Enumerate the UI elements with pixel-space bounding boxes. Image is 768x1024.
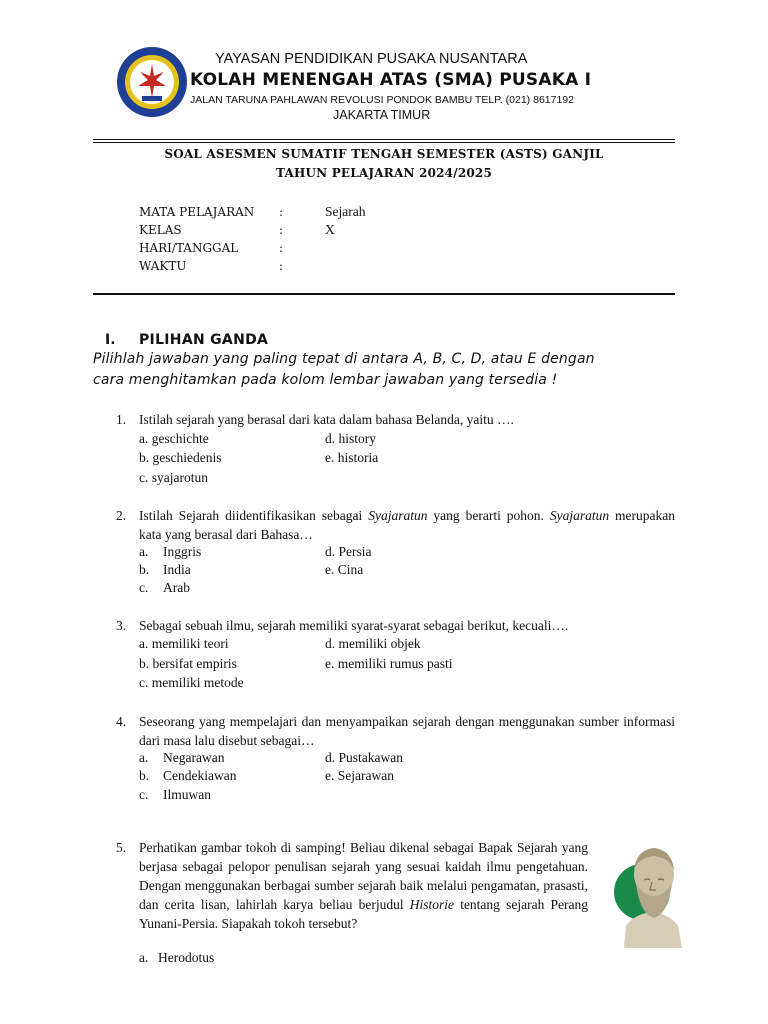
exam-title: SOAL ASESMEN SUMATIF TENGAH SEMESTER (ASTS) GANJIL — [164, 147, 604, 161]
option-c[interactable]: c. syajarotun — [139, 470, 208, 485]
info-colon: : — [279, 223, 284, 237]
option-c[interactable]: Ilmuwan — [163, 787, 211, 802]
option-a[interactable]: Inggris — [163, 544, 202, 559]
option-a-letter: a. — [139, 750, 149, 765]
option-e[interactable]: e. memiliki rumus pasti — [325, 656, 453, 671]
question-text — [139, 838, 588, 933]
text-part: Istilah Sejarah diidentifikasikan sebagai — [139, 508, 369, 523]
option-a[interactable]: Negarawan — [163, 750, 225, 765]
info-key: KELAS — [139, 223, 182, 237]
question-number: 3. — [116, 618, 127, 633]
info-colon: : — [279, 259, 284, 273]
school-address: JALAN TARUNA PAHLAWAN REVOLUSI PONDOK BAMBU TELP. (021) 8617192 — [190, 94, 574, 106]
school-logo — [116, 46, 188, 118]
header-rule-top — [93, 139, 675, 140]
instruction-line-2: cara menghitamkan pada kolom lembar jawaban yang tersedia ! — [93, 372, 558, 388]
option-a[interactable]: Herodotus — [158, 950, 215, 965]
option-d[interactable]: d. history — [325, 431, 377, 446]
info-colon: : — [279, 241, 284, 255]
option-b-letter: b. — [139, 562, 150, 577]
question-3 — [0, 616, 768, 696]
option-b[interactable]: b. bersifat empiris — [139, 656, 237, 671]
info-value: X — [325, 222, 335, 237]
option-c[interactable]: Arab — [163, 580, 190, 595]
text-italic: Syajaratun — [549, 508, 610, 523]
section-title: PILIHAN GANDA — [139, 332, 269, 348]
question-2 — [0, 506, 768, 600]
option-e[interactable]: e. historia — [325, 450, 379, 465]
option-d[interactable]: d. Persia — [325, 544, 372, 559]
option-c-letter: c. — [139, 580, 149, 595]
text-part: tentang sejarah Perang Yunani-Persia. Siapakah tokoh tersebut? — [139, 897, 588, 931]
question-text: Seseorang yang mempelajari dan menyampaikan sejarah dengan menggunakan sumber informasi dari masa lalu disebut sebagai… — [139, 714, 675, 748]
info-colon: : — [279, 205, 284, 219]
header-rule-bottom — [93, 142, 675, 143]
option-b[interactable]: India — [163, 562, 191, 577]
question-text: Istilah sejarah yang berasal dari kata dalam bahasa Belanda, yaitu …. — [139, 412, 514, 427]
text-part: yang berarti pohon. — [427, 508, 550, 523]
text-part: merupakan kata yang berasal dari Bahasa… — [139, 508, 676, 542]
option-a[interactable]: a. memiliki teori — [139, 636, 229, 651]
option-a-letter: a. — [139, 950, 149, 965]
info-key: WAKTU — [139, 259, 187, 273]
text-italic: Syajaratun — [368, 508, 428, 523]
option-b[interactable]: Cendekiawan — [163, 768, 237, 783]
info-key: MATA PELAJARAN — [139, 205, 255, 219]
option-a[interactable]: a. geschichte — [139, 431, 209, 446]
option-b-letter: b. — [139, 768, 150, 783]
herodotus-bust-image — [614, 840, 690, 948]
question-number: 4. — [116, 714, 127, 729]
text-part: Perhatikan gambar tokoh di samping! Beliau dikenal sebagai Bapak Sejarah yang berjasa sebagai pelopor penulisan sejarah yang sesuai kaidah ilmu pengetahuan. Dengan menggunakan berbagai sumber sejarah baik melalui pengamatan, prasasti, dan cerita lisan, lahirlah karya beliau berjudul — [139, 840, 588, 912]
option-a-letter: a. — [139, 544, 149, 559]
question-number: 1. — [116, 412, 127, 427]
question-text — [139, 506, 675, 544]
option-c-letter: c. — [139, 787, 149, 802]
info-value: Sejarah — [325, 204, 366, 219]
option-c[interactable]: c. memiliki metode — [139, 675, 244, 690]
question-number: 2. — [116, 508, 127, 523]
question-text: Sebagai sebuah ilmu, sejarah memiliki syarat-syarat sebagai berikut, kecuali…. — [139, 618, 569, 633]
question-4 — [0, 712, 768, 806]
foundation-name: YAYASAN PENDIDIKAN PUSAKA NUSANTARA — [215, 51, 528, 67]
option-e[interactable]: e. Cina — [325, 562, 364, 577]
text-italic: Historie — [409, 897, 455, 912]
option-e[interactable]: e. Sejarawan — [325, 768, 394, 783]
info-key: HARI/TANGGAL — [139, 241, 239, 255]
instruction-line-1: Pilihlah jawaban yang paling tepat di antara A, B, C, D, atau E dengan — [93, 351, 595, 367]
info-divider — [93, 293, 675, 295]
exam-year: TAHUN PELAJARAN 2024/2025 — [275, 166, 493, 180]
school-city: JAKARTA TIMUR — [333, 108, 431, 122]
option-d[interactable]: d. Pustakawan — [325, 750, 403, 765]
question-1 — [0, 410, 768, 490]
section-number: I. — [105, 332, 116, 348]
option-d[interactable]: d. memiliki objek — [325, 636, 421, 651]
school-name: KOLAH MENENGAH ATAS (SMA) PUSAKA I — [190, 70, 592, 90]
option-b[interactable]: b. geschiedenis — [139, 450, 222, 465]
question-number: 5. — [116, 840, 127, 855]
